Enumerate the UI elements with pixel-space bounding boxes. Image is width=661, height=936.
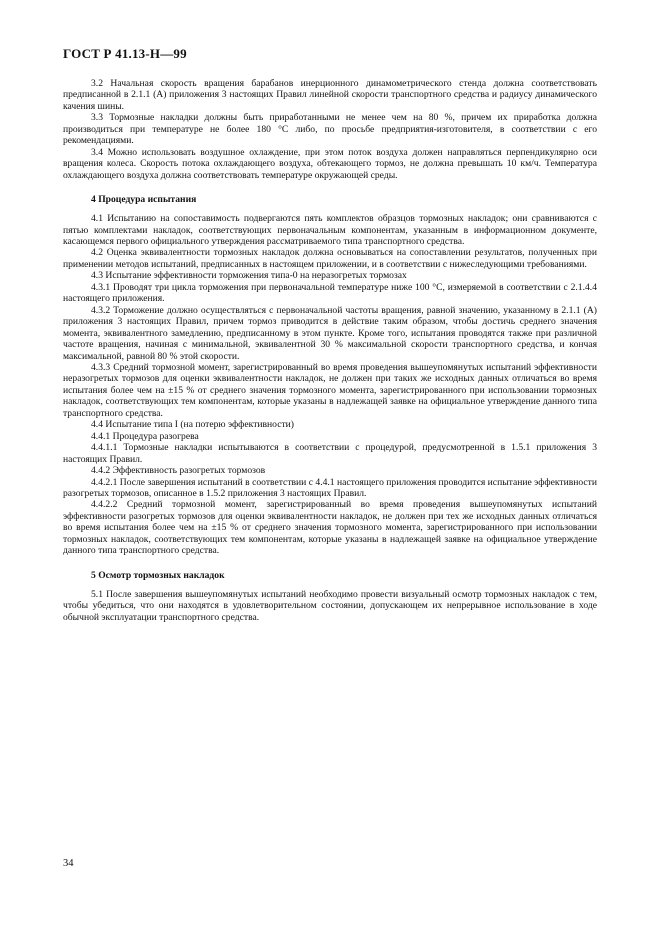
paragraph-5-1: 5.1 После завершения вышеупомянутых испытаний необходимо провести визуальный осмотр тормозных накладок с тем, чтобы убедиться, что они находятся в удовлетворительном состоянии, допускающем их непрерывное использование в ходе обычной эксплуатации транспортного средства.	[63, 588, 597, 623]
section-heading-5: 5 Осмотр тормозных накладок	[91, 569, 225, 581]
paragraph-4-4: 4.4 Испытание типа I (на потерю эффективности)	[91, 419, 295, 431]
paragraph-3-4: 3.4 Можно использовать воздушное охлаждение, при этом поток воздуха должен направляться перпендикулярно оси вращения колеса. Скорость потока охлаждающего воздуха, обтекающего тормоз, не должна превышать 10 км/ч. Температура охлаждающего воздуха должна соответствовать температуре окружающей среды.	[63, 146, 597, 181]
section-heading-4: 4 Процедура испытания	[91, 194, 197, 206]
paragraph-4-4-1: 4.4.1 Процедура разогрева	[91, 430, 199, 442]
paragraph-4-3-1: 4.3.1 Проводят три цикла торможения при первоначальной температуре ниже 100 °С, измеряемой в соответствии с 2.1.4.4 настоящего приложения.	[63, 281, 597, 305]
paragraph-4-3: 4.3 Испытание эффективности торможения типа-0 на неразогретых тормозах	[91, 270, 407, 282]
document-body	[63, 78, 597, 623]
paragraph-4-1: 4.1 Испытанию на сопоставимость подвергаются пять комплектов образцов тормозных накладок; они сравниваются с пятью комплектами накладок, соответствующих первоначальным компонентам, указанным в информационном документе, касающемся первого официального утверждения рассматриваемого типа транспортного средства.	[63, 213, 597, 247]
paragraph-4-4-1-1: 4.4.1.1 Тормозные накладки испытываются в соответствии с процедурой, предусмотренной в 1.5.1 приложения 3 настоящих Правил.	[63, 442, 597, 465]
paragraph-4-2: 4.2 Оценка эквивалентности тормозных накладок должна основываться на сопоставлении результатов, полученных при применении методов испытаний, предписанных в настоящем приложении, и в соответствии с нижеследующими требованиями.	[63, 247, 597, 270]
page-number: 34	[63, 858, 74, 869]
document-code-header: ГОСТ Р 41.13-Н—99	[63, 46, 187, 61]
paragraph-3-3: 3.3 Тормозные накладки должны быть приработанными не менее чем на 80 %, причем их приработка должна производиться при температуре не более 180 °С либо, по просьбе предприятия-изготовителя, в соответствии с его рекомендациями.	[63, 112, 597, 147]
paragraph-4-4-2-2: 4.4.2.2 Средний тормозной момент, зарегистрированный во время проведения вышеупомянутых испытаний эффективности разогретых тормозов для оценки эквивалентности накладок, не должен при тех же исходных данных отличаться во время испытания более чем на ±15 % от среднего значения тормозного момента, зарегистрированного при использовании тормозных накладок, соответствующих тем компонентам, которые указаны в надлежащей заявке на официальное утверждение данного типа транспортного средства.	[63, 499, 597, 557]
paragraph-3-2: 3.2 Начальная скорость вращения барабанов инерционного динамометрического стенда должна соответствовать предписанной в 2.1.1 (А) приложения 3 настоящих Правил линейной скорости транспортного средства и радиусу динамического качения шины.	[63, 78, 597, 112]
paragraph-4-3-3: 4.3.3 Средний тормозной момент, зарегистрированный во время проведения вышеупомянутых испытаний эффективности неразогретых тормозов для оценки эквивалентности накладок, не должен при таких же исходных данных отличаться во время испытания более чем на ±15 % от среднего значения тормозного момента, зарегистрированного при использовании тормозных накладок, соответствующих тем компонентам, которые указаны в надлежащей заявке на официальное утверждение данного типа транспортного средства.	[63, 361, 597, 419]
paragraph-4-4-2: 4.4.2 Эффективность разогретых тормозов	[91, 465, 266, 477]
paragraph-4-4-2-1: 4.4.2.1 После завершения испытаний в соответствии с 4.4.1 настоящего приложения проводится испытание эффективности разогретых тормозов, описанное в 1.5.2 приложения 3 настоящих Правил.	[63, 476, 597, 499]
paragraph-4-3-2: 4.3.2 Торможение должно осуществляться с первоначальной частоты вращения, равной значению, указанному в 2.1.1 (А) приложения 3 настоящих Правил, причем тормоз приводится в действие таким образом, чтобы достичь среднего значения момента, эквивалентного замедлению, предписанному в этом пункте. Кроме того, испытания проводятся также при различной частоте вращения, начиная с минимальной, эквивалентной 30 % максимальной скорости транспортного средства, и кончая максимальной, равной 80 % этой скорости.	[63, 304, 597, 362]
